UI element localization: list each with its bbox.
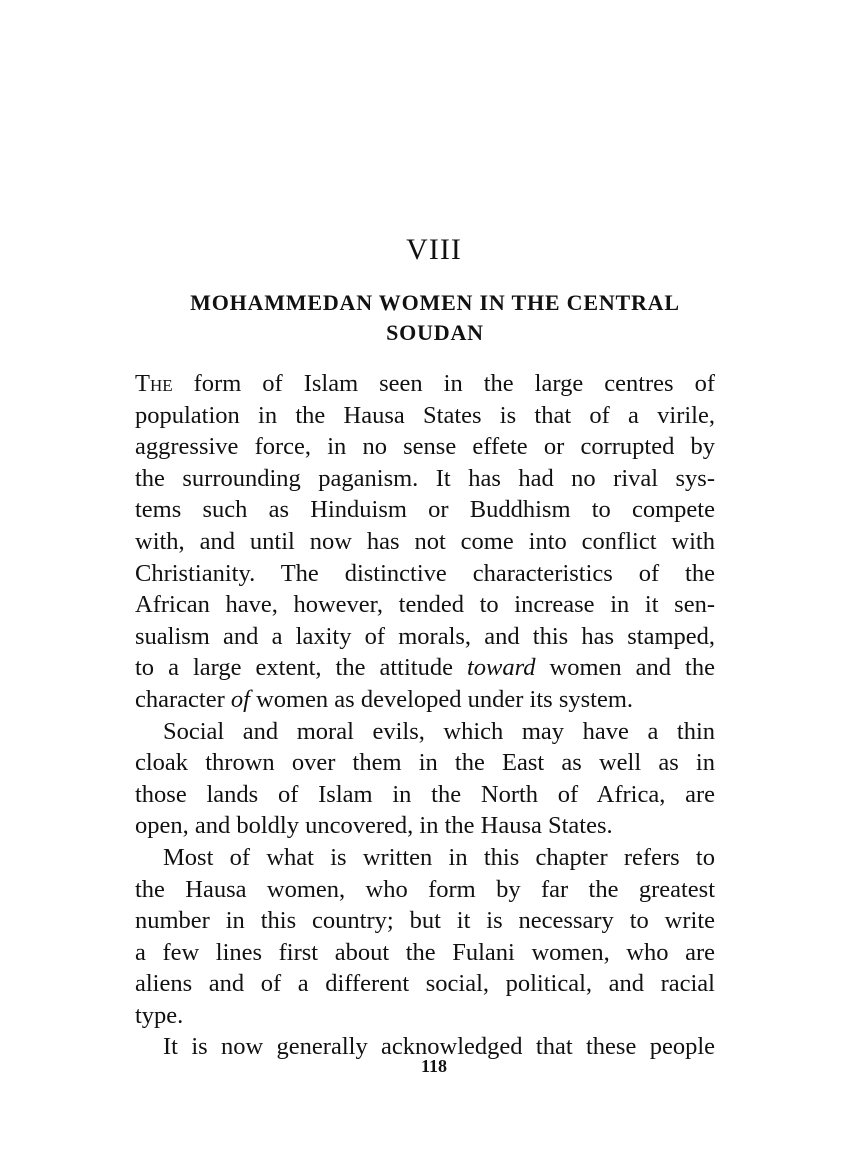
text-line (135, 368, 715, 400)
text-line: aliens and of a different social, political, and racial (135, 970, 715, 998)
paragraph (135, 842, 715, 1032)
chapter-title-line-2: SOUDAN (386, 320, 484, 345)
chapter-title-line-1: MOHAMMEDAN WOMEN IN THE CENTRAL (190, 290, 680, 315)
text-line (135, 684, 715, 716)
text-line: aggressive force, in no sense effete or corrupted by (135, 433, 715, 461)
text-line: sualism and a laxity of morals, and this has stamped, (135, 622, 715, 650)
text-line: the surrounding paganism. It has had no rival sys- (135, 464, 715, 492)
line-text: to a large extent, the attitude (135, 654, 467, 682)
text-line: type. (135, 1001, 184, 1029)
line-text: form of Islam seen in the large centres of (172, 370, 715, 397)
italic-word: toward (466, 654, 536, 682)
line-text: character (135, 685, 231, 713)
text-line: African have, however, tended to increase in it sen- (135, 591, 715, 619)
text-line: tems such as Hinduism or Buddhism to compete (135, 496, 715, 524)
italic-word: of (230, 685, 250, 713)
text-line: a few lines first about the Fulani women, who are (135, 938, 715, 966)
text-line: cloak thrown over them in the East as well as in (135, 749, 715, 777)
line-text: women as developed under its system. (249, 685, 634, 713)
text-line: number in this country; but it is necessary to write (135, 907, 715, 935)
chapter-title (135, 288, 735, 348)
paragraph (135, 716, 715, 842)
line-text: women and the (535, 654, 715, 682)
text-line: those lands of Islam in the North of Africa, are (135, 780, 715, 808)
drop-word: The (135, 370, 173, 397)
text-line (135, 652, 715, 684)
text-line: It is now generally acknowledged that these people (163, 1033, 715, 1061)
text-line: Most of what is written in this chapter refers to (163, 843, 715, 871)
text-line: Social and moral evils, which may have a thin (163, 717, 715, 745)
text-line: with, and until now has not come into conflict with (135, 527, 715, 555)
text-line: population in the Hausa States is that of a virile, (135, 401, 715, 429)
page-number: 118 (420, 1056, 447, 1076)
chapter-number: VIII (406, 233, 462, 266)
text-line: open, and boldly uncovered, in the Hausa States. (135, 812, 613, 840)
body-text (135, 368, 715, 1063)
paragraph (135, 368, 715, 716)
text-line: the Hausa women, who form by far the greatest (135, 875, 715, 903)
text-line: Christianity. The distinctive characteristics of the (135, 559, 715, 587)
